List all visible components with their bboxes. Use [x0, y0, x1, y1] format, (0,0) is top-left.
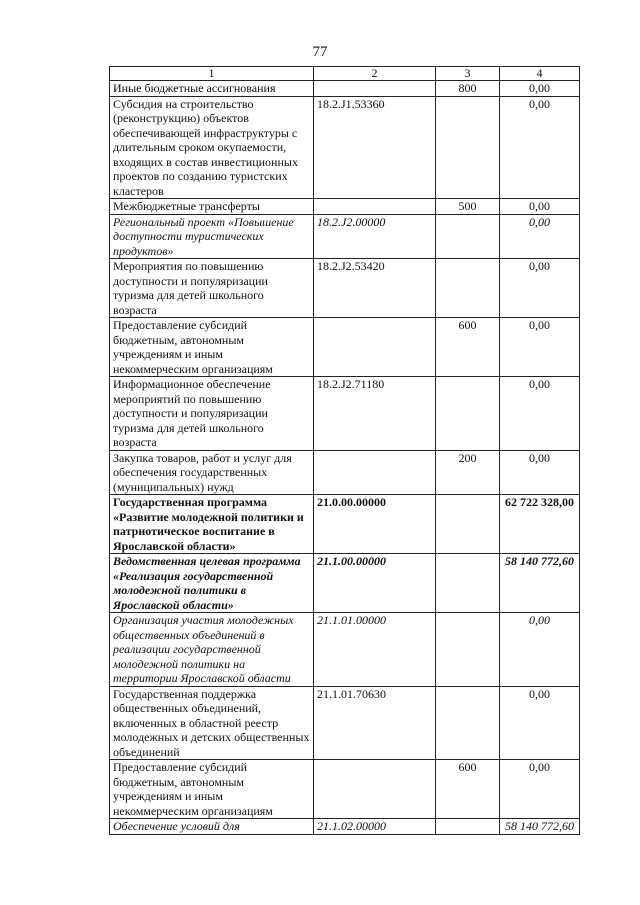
row-name-cell: Субсидия на строительство (реконструкцию) объектов обеспечивающей инфраструктуры с длительным сроком окупаемости, входящих в состав инвестиционных проектов по созданию туристских кластеров	[110, 96, 314, 199]
row-code-cell: 21.1.01.70630	[314, 686, 436, 760]
row-type-cell: 500	[436, 199, 500, 215]
row-amount-cell: 0,00	[500, 214, 580, 259]
row-type-cell: 600	[436, 318, 500, 377]
header-col-4: 4	[500, 67, 580, 81]
table-row	[110, 686, 580, 760]
row-name-cell: Ведомственная целевая программа «Реализация государственной молодежной политики в Ярославской области»	[110, 554, 314, 613]
row-code-cell: 18.2.J2.71180	[314, 377, 436, 451]
row-code-cell: 18.2.J2.53420	[314, 259, 436, 318]
row-amount-cell: 0,00	[500, 686, 580, 760]
header-row	[110, 67, 580, 81]
row-type-cell	[436, 554, 500, 613]
row-name-cell: Информационное обеспечение мероприятий по повышению доступности и популяризации туризма для детей школьного возраста	[110, 377, 314, 451]
row-name-cell: Закупка товаров, работ и услуг для обеспечения государственных (муниципальных) нужд	[110, 450, 314, 495]
row-name-cell: Государственная поддержка общественных объединений, включенных в областной реестр молодежных и детских общественных объединений	[110, 686, 314, 760]
row-code-cell: 21.1.00.00000	[314, 554, 436, 613]
row-name-cell: Региональный проект «Повышение доступности туристических продуктов»	[110, 214, 314, 259]
row-amount-cell: 0,00	[500, 450, 580, 495]
row-amount-cell: 0,00	[500, 377, 580, 451]
row-code-cell: 21.1.02.00000	[314, 819, 436, 835]
row-name-cell: Межбюджетные трансферты	[110, 199, 314, 215]
header-col-2: 2	[314, 67, 436, 81]
table-header	[110, 67, 580, 81]
row-name-cell: Предоставление субсидий бюджетным, автономным учреждениям и иным некоммерческим организациям	[110, 760, 314, 819]
row-amount-cell: 0,00	[500, 199, 580, 215]
row-amount-cell: 62 722 328,00	[500, 495, 580, 554]
row-type-cell: 200	[436, 450, 500, 495]
row-name-cell: Организация участия молодежных общественных объединений в реализации государственной молодежной политики на территории Ярославской области	[110, 613, 314, 687]
row-code-cell	[314, 760, 436, 819]
row-type-cell	[436, 214, 500, 259]
row-type-cell: 800	[436, 81, 500, 97]
row-code-cell	[314, 81, 436, 97]
row-name-cell: Обеспечение условий для	[110, 819, 314, 835]
row-type-cell	[436, 495, 500, 554]
table-row	[110, 96, 580, 199]
row-amount-cell: 0,00	[500, 318, 580, 377]
row-type-cell	[436, 686, 500, 760]
page-number: 77	[312, 44, 328, 60]
row-type-cell	[436, 377, 500, 451]
table-row	[110, 199, 580, 215]
row-name-cell: Иные бюджетные ассигнования	[110, 81, 314, 97]
row-amount-cell: 0,00	[500, 96, 580, 199]
row-code-cell	[314, 450, 436, 495]
row-amount-cell: 0,00	[500, 81, 580, 97]
header-col-3: 3	[436, 67, 500, 81]
row-code-cell: 18.2.J2.00000	[314, 214, 436, 259]
row-amount-cell: 58 140 772,60	[500, 554, 580, 613]
header-col-1: 1	[110, 67, 314, 81]
table-row	[110, 495, 580, 554]
table-body	[110, 81, 580, 835]
row-amount-cell: 0,00	[500, 613, 580, 687]
row-code-cell: 21.0.00.00000	[314, 495, 436, 554]
table-row	[110, 318, 580, 377]
row-name-cell: Государственная программа «Развитие молодежной политики и патриотическое воспитание в Ярославской области»	[110, 495, 314, 554]
row-amount-cell: 0,00	[500, 259, 580, 318]
table-row	[110, 554, 580, 613]
row-type-cell	[436, 613, 500, 687]
row-amount-cell: 0,00	[500, 760, 580, 819]
budget-table	[109, 66, 580, 835]
table-row	[110, 450, 580, 495]
row-code-cell: 18.2.J1.53360	[314, 96, 436, 199]
table-row	[110, 259, 580, 318]
table-row	[110, 81, 580, 97]
row-type-cell	[436, 819, 500, 835]
row-type-cell	[436, 259, 500, 318]
row-code-cell	[314, 318, 436, 377]
row-name-cell: Предоставление субсидий бюджетным, автономным учреждениям и иным некоммерческим организациям	[110, 318, 314, 377]
row-amount-cell: 58 140 772,60	[500, 819, 580, 835]
row-code-cell: 21.1.01.00000	[314, 613, 436, 687]
table-row	[110, 377, 580, 451]
row-type-cell	[436, 96, 500, 199]
table-row	[110, 214, 580, 259]
row-code-cell	[314, 199, 436, 215]
row-name-cell: Мероприятия по повышению доступности и популяризации туризма для детей школьного возраста	[110, 259, 314, 318]
row-type-cell: 600	[436, 760, 500, 819]
table-row	[110, 613, 580, 687]
table-row	[110, 760, 580, 819]
table-row	[110, 819, 580, 835]
